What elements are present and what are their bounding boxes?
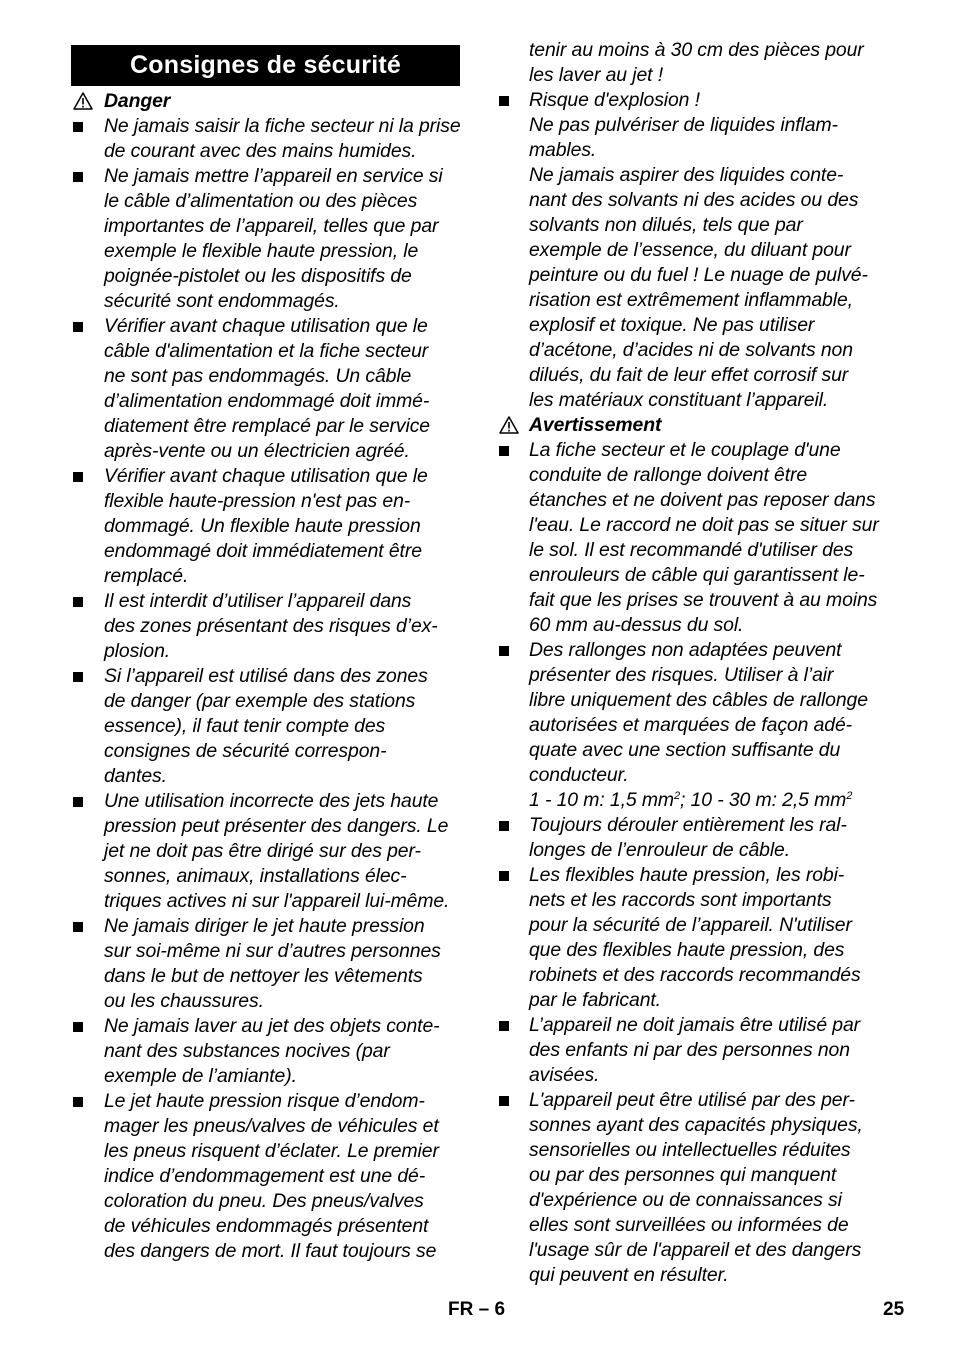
item-text-line: La fiche secteur et le couplage d'une (529, 439, 841, 461)
item-text-line: nets et les raccords sont importants (529, 889, 832, 911)
item-text-line: Les flexibles haute pression, les robi- (529, 864, 845, 886)
item-text-line: conducteur. (529, 764, 629, 786)
item-text-line: Ne jamais diriger le jet haute pression (104, 915, 425, 937)
item-text-line: des zones présentant des risques d’ex- (104, 615, 438, 637)
bullet-icon (499, 96, 509, 106)
item-text-line: ou les chaussures. (104, 990, 264, 1012)
spec-text: 1 - 10 m: 1,5 mm (529, 789, 674, 811)
bullet-icon (499, 821, 509, 831)
item-text-line: indice d’endommagement est une dé- (104, 1165, 426, 1187)
item-text-line: ou par des personnes qui manquent (529, 1164, 837, 1186)
item-text-line: pour la sécurité de l’appareil. N'utiliser (529, 914, 852, 936)
warning-heading: Avertissement (529, 414, 662, 436)
item-text-line: Ne pas pulvériser de liquides inflam- (529, 114, 838, 136)
spec-text: ; 10 - 30 m: 2,5 mm (679, 789, 847, 811)
item-text-line: coloration du pneu. Des pneus/valves (104, 1190, 424, 1212)
bullet-icon (73, 122, 83, 132)
item-text-line: avisées. (529, 1064, 600, 1086)
item-text-line: Ne jamais aspirer des liquides conte- (529, 164, 844, 186)
item-text-line: dilués, du fait de leur effet corrosif sur (529, 364, 849, 386)
item-text-line: de véhicules endommagés présentent (104, 1215, 429, 1237)
item-text-line: jet ne doit pas être dirigé sur des per- (104, 840, 421, 862)
bullet-icon (73, 597, 83, 607)
item-text-line: sensorielles ou intellectuelles réduites (529, 1139, 851, 1161)
item-text-line: sonnes ayant des capacités physiques, (529, 1114, 863, 1136)
item-text-line: essence), il faut tenir compte des (104, 715, 386, 737)
bullet-icon (73, 172, 83, 182)
item-text-line: Ne jamais saisir la fiche secteur ni la prise (104, 115, 461, 137)
item-text-line: mables. (529, 139, 597, 161)
item-text-line: Le jet haute pression risque d’endom- (104, 1090, 425, 1112)
item-text-line: exemple de l’essence, du diluant pour (529, 239, 851, 261)
item-text-line: présenter des risques. Utiliser à l’air (529, 664, 834, 686)
item-text-line: explosif et toxique. Ne pas utiliser (529, 314, 815, 336)
item-text-line: robinets et des raccords recommandés (529, 964, 861, 986)
item-text-line: nant des substances nocives (par (104, 1040, 390, 1062)
bullet-icon (499, 1021, 509, 1031)
item-text-line: triques actives ni sur l'appareil lui-même. (104, 890, 450, 912)
item-text-line: Ne jamais laver au jet des objets conte- (104, 1015, 440, 1037)
item-text-line: poignée-pistolet ou les dispositifs de (104, 265, 412, 287)
item-text-line: les matériaux constituant l’appareil. (529, 389, 829, 411)
item-text-line: risation est extrêmement inflammable, (529, 289, 853, 311)
item-text-line: l'eau. Le raccord ne doit pas se situer sur (529, 514, 879, 536)
item-text-line: longes de l’enrouleur de câble. (529, 839, 791, 861)
item-text-line: dans le but de nettoyer les vêtements (104, 965, 423, 987)
item-text-line: Il est interdit d’utiliser l’appareil dans (104, 590, 412, 612)
item-text-line: consignes de sécurité correspon- (104, 740, 387, 762)
item-text-line: conduite de rallonge doivent être (529, 464, 808, 486)
item-text-line: que des flexibles haute pression, des (529, 939, 845, 961)
item-text-line: autorisées et marquées de façon adé- (529, 714, 853, 736)
item-text-line: le câble d’alimentation ou des pièces (104, 190, 418, 212)
item-text-line: mager les pneus/valves de véhicules et (104, 1115, 439, 1137)
warning-triangle-icon (499, 416, 519, 434)
item-text-line: sécurité sont endommagés. (104, 290, 340, 312)
item-text-line: L’appareil ne doit jamais être utilisé par (529, 1014, 861, 1036)
item-text-line: Si l’appareil est utilisé dans des zones (104, 665, 428, 687)
page-number: 25 (883, 1299, 905, 1320)
bullet-icon (73, 672, 83, 682)
item-text-line: exemple le flexible haute pression, le (104, 240, 419, 262)
warning-triangle-icon (73, 92, 93, 110)
item-text-line: Toujours dérouler entièrement les ral- (529, 814, 847, 836)
item-text-line: elles sont surveillées ou informées de (529, 1214, 849, 1236)
bullet-icon (73, 797, 83, 807)
item-text-line: d’acétone, d’acides ni de solvants non (529, 339, 853, 361)
item-text-line: Vérifier avant chaque utilisation que le (104, 465, 428, 487)
item-text-line: de danger (par exemple des stations (104, 690, 416, 712)
bullet-icon (499, 871, 509, 881)
item-text-line: de courant avec des mains humides. (104, 140, 417, 162)
item-text-line: par le fabricant. (529, 989, 661, 1011)
item-text-line: des dangers de mort. Il faut toujours se (104, 1240, 437, 1262)
item-text-line: diatement être remplacé par le service (104, 415, 430, 437)
danger-heading: Danger (104, 90, 171, 112)
item-text-line: les pneus risquent d’éclater. Le premier (104, 1140, 439, 1162)
item-text-line: fait que les prises se trouvent à au moins (529, 589, 878, 611)
item-text-line: plosion. (104, 640, 171, 662)
item-text-line: L'appareil peut être utilisé par des per- (529, 1089, 855, 1111)
item-text-line: solvants non dilués, tels que par (529, 214, 803, 236)
item-text-line: le sol. Il est recommandé d'utiliser des (529, 539, 854, 561)
item-text-line: remplacé. (104, 565, 189, 587)
item-text-line: sur soi-même ni sur d’autres personnes (104, 940, 441, 962)
section-title: Consignes de sécurité (71, 45, 460, 86)
bullet-icon (73, 1097, 83, 1107)
item-text-line: qui peuvent en résulter. (529, 1264, 729, 1286)
item-text-line: libre uniquement des câbles de rallonge (529, 689, 868, 711)
bullet-icon (73, 472, 83, 482)
unit-superscript: 2 (673, 790, 680, 802)
item-text-line: quate avec une section suffisante du (529, 739, 841, 761)
item-text-line: d’alimentation endommagé doit immé- (104, 390, 430, 412)
cable-section-spec (529, 788, 852, 813)
bullet-icon (499, 1096, 509, 1106)
item-text-line: d'expérience ou de connaissances si (529, 1189, 842, 1211)
item-text-line: flexible haute-pression n'est pas en- (104, 490, 411, 512)
item-text-line: Une utilisation incorrecte des jets haute (104, 790, 439, 812)
continued-text-line: tenir au moins à 30 cm des pièces pour (529, 39, 864, 61)
item-text-line: pression peut présenter des dangers. Le (104, 815, 449, 837)
item-text-line: sonnes, animaux, installations élec- (104, 865, 407, 887)
item-text-line: Risque d'explosion ! (529, 89, 700, 111)
item-text-line: dantes. (104, 765, 167, 787)
item-text-line: importantes de l’appareil, telles que par (104, 215, 439, 237)
item-text-line: 60 mm au-dessus du sol. (529, 614, 744, 636)
unit-superscript: 2 (846, 790, 853, 802)
item-text-line: enrouleurs de câble qui garantissent le- (529, 564, 865, 586)
item-text-line: Ne jamais mettre l’appareil en service si (104, 165, 443, 187)
item-text-line: étanches et ne doivent pas reposer dans (529, 489, 876, 511)
bullet-icon (499, 646, 509, 656)
bullet-icon (73, 1022, 83, 1032)
item-text-line: l'usage sûr de l'appareil et des dangers (529, 1239, 862, 1261)
item-text-line: Vérifier avant chaque utilisation que le (104, 315, 428, 337)
item-text-line: peinture ou du fuel ! Le nuage de pulvé- (529, 264, 868, 286)
item-text-line: des enfants ni par des personnes non (529, 1039, 850, 1061)
item-text-line: câble d'alimentation et la fiche secteur (104, 340, 429, 362)
bullet-icon (73, 322, 83, 332)
item-text-line: ne sont pas endommagés. Un câble (104, 365, 412, 387)
item-text-line: exemple de l’amiante). (104, 1065, 297, 1087)
item-text-line: dommagé. Un flexible haute pression (104, 515, 421, 537)
footer-section-label: FR – 6 (448, 1299, 506, 1320)
item-text-line: Des rallonges non adaptées peuvent (529, 639, 842, 661)
continued-text-line: les laver au jet ! (529, 64, 664, 86)
bullet-icon (73, 922, 83, 932)
item-text-line: nant des solvants ni des acides ou des (529, 189, 859, 211)
bullet-icon (499, 446, 509, 456)
item-text-line: après-vente ou un électricien agréé. (104, 440, 410, 462)
item-text-line: endommagé doit immédiatement être (104, 540, 422, 562)
